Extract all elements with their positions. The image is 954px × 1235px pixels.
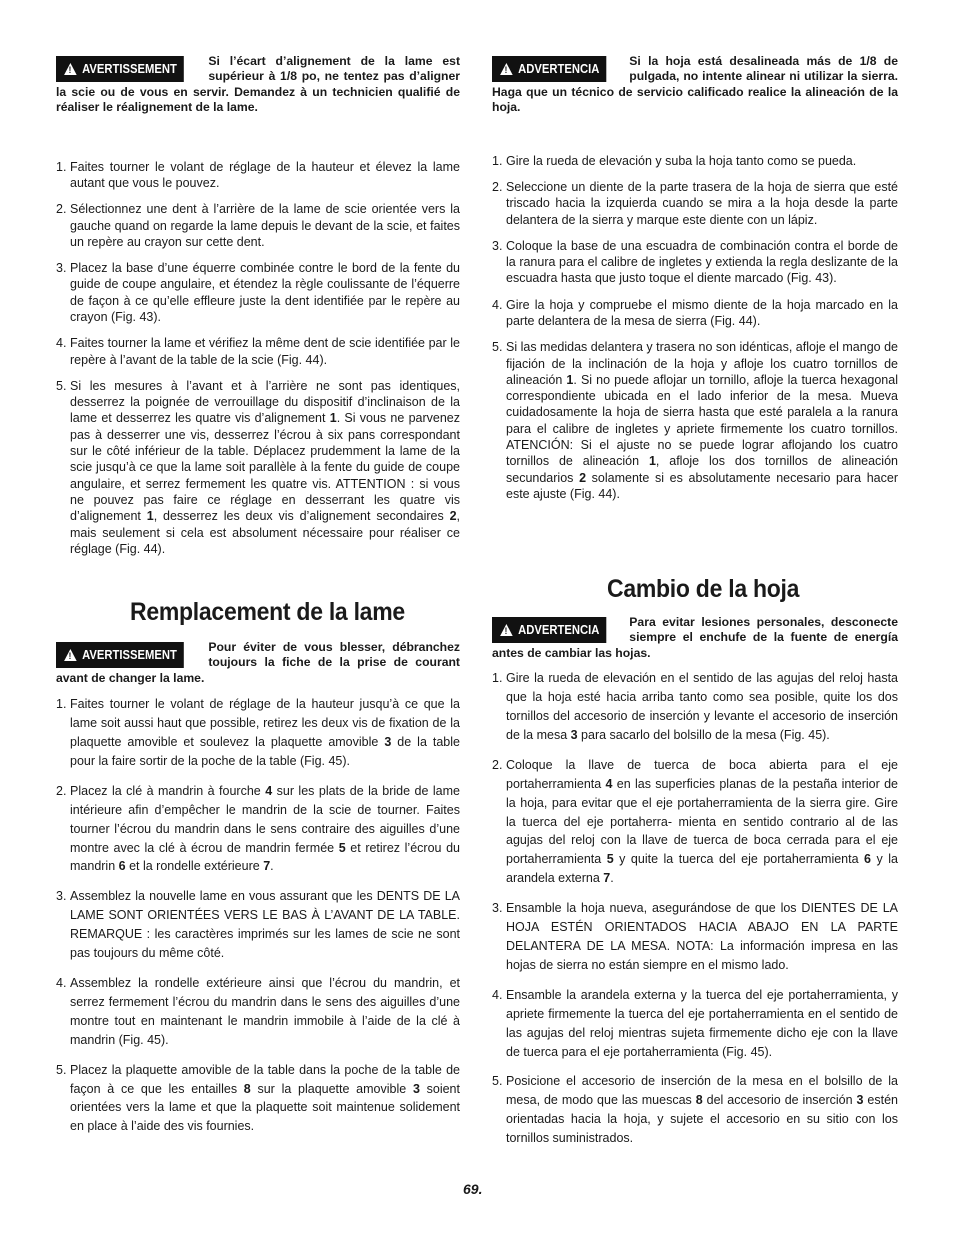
warning-triangle-icon: ! (500, 624, 513, 636)
list-item: 4. Ensamble la arandela externa y la tuerca del eje portaherramienta, y apriete firmemente la tuerca del eje portaherramienta en el sentido de las agujas del reloj mientras sujeta firmemente dicho eje con la llave de tuerca para el eje portaherramienta (Fig. 45). (492, 987, 898, 1059)
warning-text: Pour éviter de vous blesser, débranchez toujours la fiche de la prise de courant avant de changer la lame. (56, 640, 460, 685)
section-heading-es: Cambio de la hoja (607, 575, 800, 603)
list-item: 5. Posicione el accesorio de inserción de la mesa en el bolsillo de la mesa, de modo que las muescas 8 del accesorio de inserción 3 estén orientadas hacia la hoja, y sujete el accesorio en su sitio con los tornillos suministrados. (492, 1074, 898, 1146)
page-number: 69. (463, 1181, 483, 1197)
list-item: 4. Gire la hoja y compruebe el mismo diente de la hoja marcado en la parte delantera de la mesa de sierra (Fig. 44). (492, 297, 898, 328)
list-item: 3. Ensamble la hoja nueva, asegurándose de que los DIENTES DE LA HOJA ESTÉN ORIENTADOS HACIA ABAJO EN LA PARTE DELANTERA DE LA MESA. NOTA: La información impresa en las hojas de sierra no están siempre en el mismo lado. (492, 901, 898, 972)
warning-triangle-icon: ! (64, 649, 77, 661)
warning-block (492, 615, 898, 661)
warning-badge-label: AVERTISSEMENT (82, 62, 177, 76)
warning-badge-label: AVERTISSEMENT (82, 648, 177, 662)
french-column (56, 54, 460, 567)
list-item: 1. Faites tourner le volant de réglage de la hauteur et élevez la lame autant que vous le pouvez. (56, 159, 460, 190)
alignment-steps (56, 159, 460, 558)
list-item: 3. Placez la base d’une équerre combinée contre le bord de la fente du guide de coupe angulaire, et étendez la règle coulissante de l’équerre de façon à ce qu’elle effleure juste la dent identifiée par le repère au crayon (Fig. 43). (56, 261, 460, 324)
list-item: 2. Placez la clé à mandrin à fourche 4 sur les plats de la bride de lame intérieure afin d’empêcher le mandrin de la scie de tourner. Faites tourner l’écrou du mandrin dans le sens contraire des aiguilles d’une montre avec la clé à écrou de mandrin fermée 5 et retirez l’écrou du mandrin 6 et la rondelle extérieure 7. (56, 783, 460, 874)
list-item: 1. Gire la rueda de elevación en el sentido de las agujas del reloj hasta que la hoja esté hacia arriba tanto como sea posible, quite los dos tornillos del accesorio de inserción y levante el accesorio de inserción de la mesa 3 para sacarlo del bolsillo de la mesa (Fig. 45). (492, 671, 898, 742)
warning-triangle-icon: ! (64, 63, 77, 75)
list-item: 5. Si les mesures à l’avant et à l’arrière ne sont pas identiques, desserrez la poignée de verrouillage du dispositif d’inclinaison de la lame et desserrez les quatre vis d’alignement 1. Si vous ne parvenez pas à desserrer une vis, desserrez l’écrou à six pans correspondant sur le côté inférieur de la table. Déplacez prudemment la lame de la scie jusqu’à ce que la lame soit parallèle à la fente du guide de coupe angulaire, et serrez fermement les quatre vis. ATTENTION : si vous ne pouvez pas faire ce réglage en desserrant les quatre vis d’alignement 1, desserrez les deux vis d’alignement secondaires 2, mais seulement si cela est absolument nécessaire pour réaliser ce réglage (Fig. 44). (56, 378, 461, 556)
list-item: 2. Seleccione un diente de la parte trasera de la hoja de sierra que esté triscado hacia la izquierda cuando se mira a la hoja desde la parte delantera de la sierra y marque este diente con un lápiz. (492, 179, 898, 227)
spanish-column (492, 54, 898, 512)
warning-badge (492, 56, 607, 82)
warning-text: Si la hoja está desalineada más de 1/8 de pulgada, no intente alinear ni utilizar la sierra. Haga que un técnico de servicio calificado realice la alineación de la hoja. (492, 54, 898, 115)
warning-text: Para evitar lesiones personales, desconecte siempre el enchufe de la fuente de energía antes de cambiar las hojas. (492, 615, 898, 660)
list-item: 2. Coloque la llave de tuerca de boca abierta para el eje portaherramienta 4 en las superficies planas de la pestaña interior de la hoja, para evitar que el eje portaherramienta de la sierra gire. Gire la tuerca del eje portaherra- mienta en sentido contrario al de las agujas del reloj con la llave de tuerca de boca cerrada para el eje portaherramienta 5 y quite la tuerca del eje portaherramienta 6 y la arandela externa 7. (492, 757, 898, 886)
list-item: 1. Gire la rueda de elevación y suba la hoja tanto como se pueda. (492, 153, 857, 168)
warning-badge-label: ADVERTENCIA (518, 62, 600, 76)
list-item: 5. Placez la plaquette amovible de la table dans la poche de la table de façon à ce que les entailles 8 sur la plaquette amovible 3 soient orientées vers la lame et que la plaquette soit maintenue solidement en place à l’aide des vis fournies. (56, 1062, 460, 1134)
french-column-lower (56, 640, 460, 1147)
list-item: 5. Si las medidas delantera y trasera no son idénticas, afloje el mango de fijación de la inclinación de la hoja y afloje los cuatro tornillos de alineación 1. Si no puede aflojar un tornillo, afloje la tuerca hexagonal correspondiente ubicada en el lado inferior de la mesa. Mueva cuidadosamente la hoja de sierra hasta que esté paralela a la ranura para el calibre de ingletes y apriete firmemente los cuatro tornillos. ATENCIÓN: Si el ajuste no se puede lograr aflojando los cuatro tornillos de alineación 1, afloje los dos tornillos de alineación secundarios 2 solamente si es absolutamente necesario para hacer este ajuste (Fig. 44). (492, 340, 898, 501)
list-item: 1. Faites tourner le volant de réglage de la hauteur jusqu’à ce que la lame soit aussi haut que possible, retirez les deux vis de fixation de la plaquette amovible et soulevez la plaquette amovible 3 de la table pour la faire sortir de la poche de la table (Fig. 45). (56, 697, 460, 768)
warning-block (56, 54, 460, 116)
warning-text: Si l’écart d’alignement de la lame est supérieur à 1/8 po, ne tentez pas d’aligner la scie ou de vous en servir. Demandez à un technicien qualifié de réaliser le réalignement de la lame. (56, 54, 460, 115)
warning-badge-label: ADVERTENCIA (518, 623, 600, 637)
section-heading-fr: Remplacement de la lame (130, 598, 405, 626)
warning-badge (56, 56, 184, 82)
warning-badge (56, 642, 184, 668)
list-item: 3. Coloque la base de una escuadra de combinación contra el borde de la ranura para el calibre de ingletes y extienda la regla deslizante de la escuadra hasta que justo toque el diente marcado (Fig. 43). (492, 238, 898, 286)
list-item: 2. Sélectionnez une dent à l’arrière de la lame de scie orientée vers la gauche quand on regarde la lame depuis le devant de la scie, et faites un repère au crayon sur cette dent. (56, 202, 460, 249)
list-item: 4. Faites tourner la lame et vérifiez la même dent de scie identifiée par le repère à l’avant de la table de la scie (Fig. 44). (56, 336, 460, 367)
warning-block (56, 640, 460, 686)
replacement-steps (56, 695, 460, 1136)
alignment-steps (492, 153, 898, 503)
spanish-column-lower (492, 615, 898, 1159)
list-item: 4. Assemblez la rondelle extérieure ainsi que l’écrou du mandrin, et serrez fermement l’écrou du mandrin dans le sens des aiguilles d’une montre tout en maintenant le mandrin immobile à l’aide de la clé à mandrin (Fig. 45). (56, 976, 460, 1047)
warning-block (492, 54, 898, 116)
replacement-steps (492, 669, 898, 1148)
warning-triangle-icon: ! (500, 63, 513, 75)
list-item: 3. Assemblez la nouvelle lame en vous assurant que les DENTS DE LA LAME SONT ORIENTÉES VERS LE BAS À L’AVANT DE LA TABLE. REMARQUE : les caractères imprimés sur les lames de scie ne sont pas toujours du même côté. (56, 889, 460, 961)
warning-badge (492, 617, 607, 643)
